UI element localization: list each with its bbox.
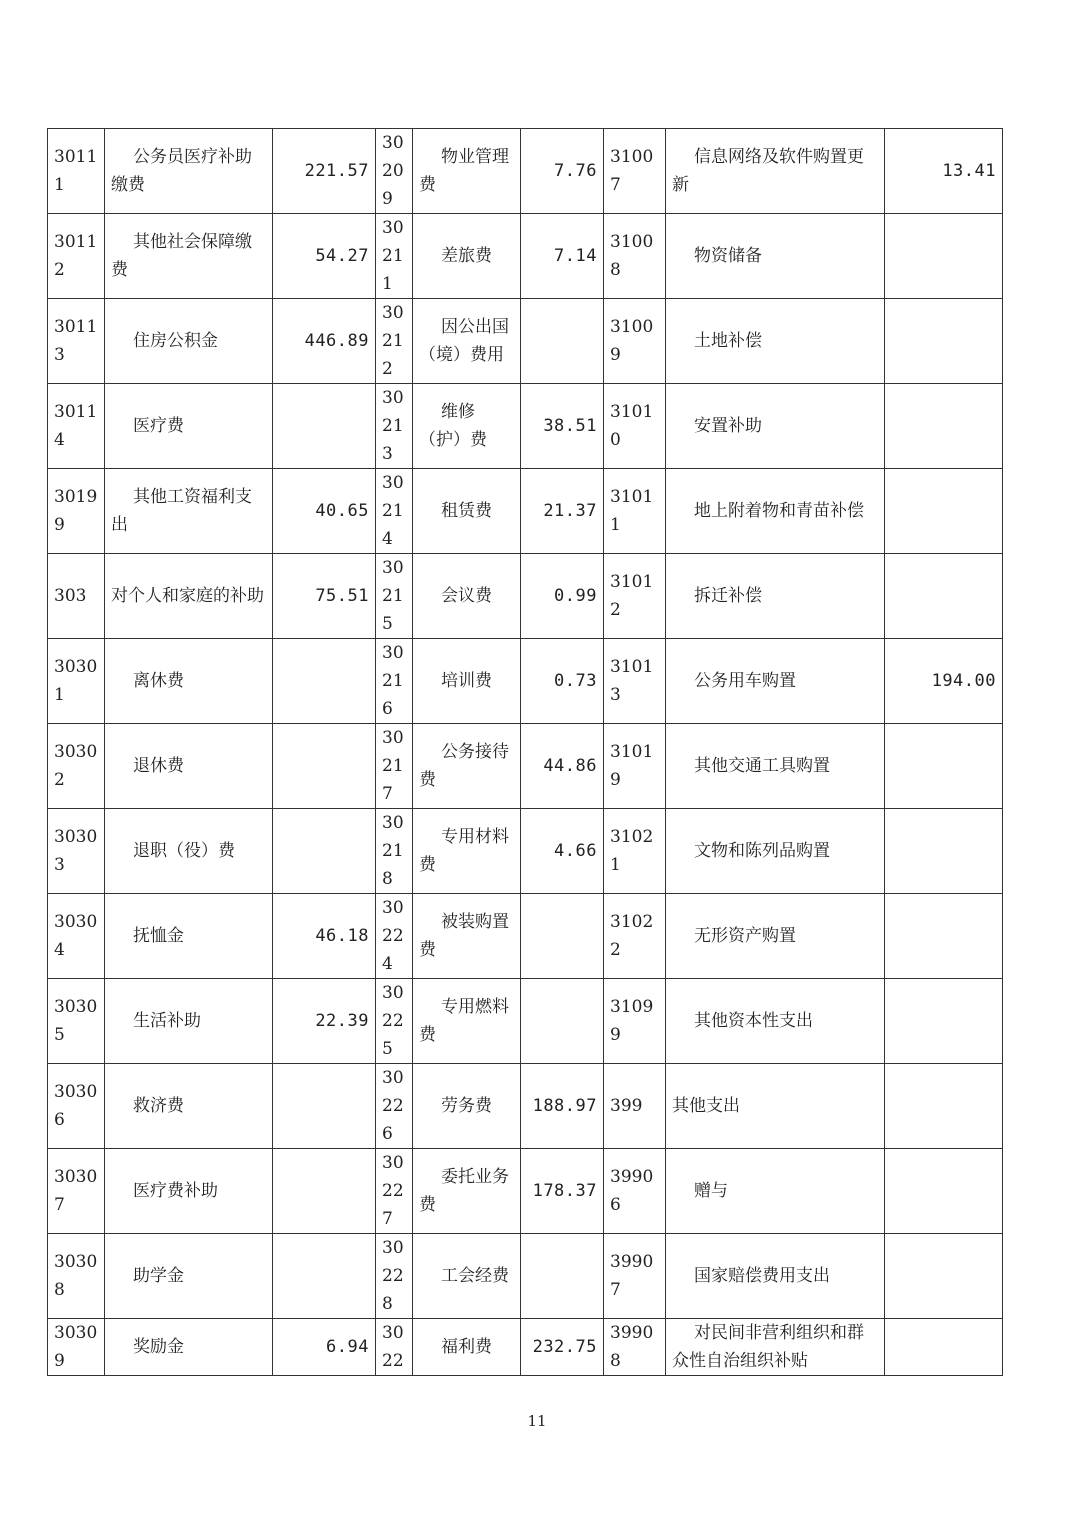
item-name-text: 因公出国（境）费用: [419, 317, 509, 365]
amount-cell: 22.39: [273, 979, 376, 1064]
item-name-text: 公务员医疗补助缴费: [111, 147, 252, 195]
amount-cell: [521, 1234, 604, 1319]
table-row: [48, 469, 1003, 554]
item-name-text: 其他社会保障缴费: [111, 232, 252, 280]
item-name-cell: [666, 724, 885, 809]
amount-cell: 54.27: [273, 214, 376, 299]
item-name-text: 土地补偿: [694, 331, 762, 351]
table-row: [48, 979, 1003, 1064]
amount-cell: [885, 1234, 1003, 1319]
item-name-text: 住房公积金: [133, 331, 218, 351]
item-name-cell: [666, 1319, 885, 1376]
item-name-cell: [666, 1149, 885, 1234]
amount-cell: 6.94: [273, 1319, 376, 1376]
economic-code-cell: 30 22 7: [376, 1149, 413, 1234]
economic-code-cell: 30 21 1: [376, 214, 413, 299]
amount-cell: 40.65: [273, 469, 376, 554]
economic-code-cell: 3101 0: [604, 384, 666, 469]
amount-cell: [885, 469, 1003, 554]
amount-cell: 7.14: [521, 214, 604, 299]
item-name-cell: [105, 214, 273, 299]
table-row: [48, 724, 1003, 809]
amount-cell: 7.76: [521, 129, 604, 214]
item-name-cell: [105, 724, 273, 809]
item-name-cell: [666, 384, 885, 469]
item-name-text: 其他交通工具购置: [694, 756, 830, 776]
economic-code-cell: 3011 3: [48, 299, 105, 384]
amount-cell: 44.86: [521, 724, 604, 809]
amount-cell: [885, 809, 1003, 894]
item-name-text: 专用燃料费: [419, 997, 509, 1045]
amount-cell: 13.41: [885, 129, 1003, 214]
economic-code-cell: 3019 9: [48, 469, 105, 554]
economic-code-cell: 30 20 9: [376, 129, 413, 214]
economic-code-cell: 3990 8: [604, 1319, 666, 1376]
table-row: [48, 1149, 1003, 1234]
economic-code-cell: 3100 9: [604, 299, 666, 384]
item-name-cell: [105, 1064, 273, 1149]
item-name-text: 离休费: [133, 671, 184, 691]
item-name-text: 劳务费: [441, 1096, 492, 1116]
amount-cell: [273, 809, 376, 894]
amount-cell: [273, 639, 376, 724]
item-name-cell: [105, 469, 273, 554]
economic-code-cell: 399: [604, 1064, 666, 1149]
item-name-text: 其他支出: [672, 1096, 740, 1116]
item-name-cell: [413, 384, 521, 469]
item-name-text: 拆迁补偿: [694, 586, 762, 606]
item-name-cell: [105, 554, 273, 639]
item-name-text: 公务接待费: [419, 742, 509, 790]
table-row: [48, 554, 1003, 639]
table-row: [48, 129, 1003, 214]
economic-code-cell: 30 21 4: [376, 469, 413, 554]
table-row: [48, 894, 1003, 979]
economic-code-cell: 30 22 4: [376, 894, 413, 979]
economic-code-cell: 3101 9: [604, 724, 666, 809]
item-name-text: 地上附着物和青苗补偿: [694, 501, 864, 521]
item-name-cell: [413, 1149, 521, 1234]
amount-cell: [885, 1319, 1003, 1376]
economic-code-cell: 30 22 8: [376, 1234, 413, 1319]
economic-code-cell: 30 22 5: [376, 979, 413, 1064]
item-name-text: 生活补助: [133, 1011, 201, 1031]
economic-code-cell: 3102 2: [604, 894, 666, 979]
item-name-cell: [105, 639, 273, 724]
amount-cell: 4.66: [521, 809, 604, 894]
economic-code-cell: 3030 6: [48, 1064, 105, 1149]
economic-code-cell: 30 22: [376, 1319, 413, 1376]
item-name-cell: [666, 979, 885, 1064]
expenditure-table: [47, 128, 1003, 1376]
item-name-cell: [413, 724, 521, 809]
item-name-text: 公务用车购置: [694, 671, 796, 691]
item-name-text: 国家赔偿费用支出: [694, 1266, 830, 1286]
item-name-cell: [105, 1149, 273, 1234]
economic-code-cell: 30 21 7: [376, 724, 413, 809]
item-name-text: 抚恤金: [133, 926, 184, 946]
item-name-cell: [413, 1234, 521, 1319]
amount-cell: [885, 554, 1003, 639]
economic-code-cell: 30 21 8: [376, 809, 413, 894]
economic-code-cell: 3101 2: [604, 554, 666, 639]
amount-cell: [521, 894, 604, 979]
item-name-cell: [105, 809, 273, 894]
item-name-cell: [413, 299, 521, 384]
economic-code-cell: 3990 6: [604, 1149, 666, 1234]
amount-cell: 221.57: [273, 129, 376, 214]
economic-code-cell: 303: [48, 554, 105, 639]
item-name-cell: [105, 894, 273, 979]
economic-code-cell: 3030 7: [48, 1149, 105, 1234]
economic-code-cell: 3030 4: [48, 894, 105, 979]
amount-cell: [273, 724, 376, 809]
item-name-text: 助学金: [133, 1266, 184, 1286]
amount-cell: [885, 299, 1003, 384]
economic-code-cell: 30 21 5: [376, 554, 413, 639]
table-row: [48, 1064, 1003, 1149]
item-name-cell: [413, 1064, 521, 1149]
table-row: [48, 384, 1003, 469]
item-name-cell: [413, 1319, 521, 1376]
item-name-text: 无形资产购置: [694, 926, 796, 946]
item-name-text: 医疗费补助: [133, 1181, 218, 1201]
amount-cell: 178.37: [521, 1149, 604, 1234]
amount-cell: [273, 384, 376, 469]
item-name-cell: [413, 894, 521, 979]
economic-code-cell: 3011 1: [48, 129, 105, 214]
item-name-cell: [413, 809, 521, 894]
economic-code-cell: 3011 4: [48, 384, 105, 469]
amount-cell: [885, 979, 1003, 1064]
item-name-text: 专用材料费: [419, 827, 509, 875]
item-name-cell: [413, 469, 521, 554]
economic-code-cell: 3101 1: [604, 469, 666, 554]
item-name-cell: [666, 554, 885, 639]
item-name-cell: [666, 299, 885, 384]
economic-code-cell: 3101 3: [604, 639, 666, 724]
amount-cell: 38.51: [521, 384, 604, 469]
amount-cell: [521, 979, 604, 1064]
item-name-text: 被装购置费: [419, 912, 509, 960]
item-name-text: 对民间非营利组织和群众性自治组织补贴: [672, 1323, 864, 1371]
item-name-text: 维修（护）费: [419, 402, 487, 450]
item-name-text: 其他工资福利支出: [111, 487, 252, 535]
item-name-text: 物资储备: [694, 246, 762, 266]
amount-cell: [521, 299, 604, 384]
item-name-cell: [666, 214, 885, 299]
amount-cell: [273, 1149, 376, 1234]
item-name-cell: [413, 979, 521, 1064]
item-name-text: 救济费: [133, 1096, 184, 1116]
item-name-text: 文物和陈列品购置: [694, 841, 830, 861]
amount-cell: [885, 724, 1003, 809]
table-row: [48, 809, 1003, 894]
item-name-text: 差旅费: [441, 246, 492, 266]
item-name-text: 工会经费: [441, 1266, 509, 1286]
item-name-cell: [105, 129, 273, 214]
item-name-text: 租赁费: [441, 501, 492, 521]
item-name-text: 对个人和家庭的补助: [111, 586, 264, 606]
amount-cell: [885, 1064, 1003, 1149]
table-row: [48, 214, 1003, 299]
table-row: [48, 299, 1003, 384]
page-number: 11: [527, 1412, 547, 1430]
item-name-cell: [105, 299, 273, 384]
item-name-cell: [666, 129, 885, 214]
economic-code-cell: 30 21 3: [376, 384, 413, 469]
item-name-text: 退休费: [133, 756, 184, 776]
item-name-cell: [105, 1319, 273, 1376]
item-name-text: 培训费: [441, 671, 492, 691]
economic-code-cell: 30 22 6: [376, 1064, 413, 1149]
item-name-text: 委托业务费: [419, 1167, 509, 1215]
amount-cell: [885, 894, 1003, 979]
amount-cell: [885, 214, 1003, 299]
amount-cell: 46.18: [273, 894, 376, 979]
item-name-text: 退职（役）费: [133, 841, 235, 861]
item-name-text: 福利费: [441, 1337, 492, 1357]
item-name-text: 赠与: [694, 1181, 728, 1201]
item-name-cell: [666, 894, 885, 979]
item-name-cell: [666, 639, 885, 724]
item-name-cell: [413, 639, 521, 724]
economic-code-cell: 3030 1: [48, 639, 105, 724]
table-row: [48, 1319, 1003, 1376]
amount-cell: 75.51: [273, 554, 376, 639]
economic-code-cell: 30 21 6: [376, 639, 413, 724]
amount-cell: 188.97: [521, 1064, 604, 1149]
amount-cell: 446.89: [273, 299, 376, 384]
amount-cell: 232.75: [521, 1319, 604, 1376]
economic-code-cell: 3100 7: [604, 129, 666, 214]
item-name-text: 物业管理费: [419, 147, 509, 195]
item-name-cell: [413, 214, 521, 299]
item-name-cell: [413, 129, 521, 214]
economic-code-cell: 3030 8: [48, 1234, 105, 1319]
table-row: [48, 1234, 1003, 1319]
item-name-cell: [105, 384, 273, 469]
economic-code-cell: 3990 7: [604, 1234, 666, 1319]
amount-cell: 0.73: [521, 639, 604, 724]
economic-code-cell: 3102 1: [604, 809, 666, 894]
item-name-cell: [666, 809, 885, 894]
amount-cell: [273, 1234, 376, 1319]
economic-code-cell: 3011 2: [48, 214, 105, 299]
item-name-text: 其他资本性支出: [694, 1011, 813, 1031]
item-name-cell: [413, 554, 521, 639]
economic-code-cell: 3030 5: [48, 979, 105, 1064]
item-name-text: 奖励金: [133, 1337, 184, 1357]
item-name-cell: [105, 979, 273, 1064]
item-name-cell: [666, 1064, 885, 1149]
item-name-cell: [105, 1234, 273, 1319]
item-name-text: 会议费: [441, 586, 492, 606]
table-row: [48, 639, 1003, 724]
economic-code-cell: 3030 2: [48, 724, 105, 809]
economic-code-cell: 30 21 2: [376, 299, 413, 384]
item-name-cell: [666, 1234, 885, 1319]
economic-code-cell: 3100 8: [604, 214, 666, 299]
economic-code-cell: 3030 3: [48, 809, 105, 894]
amount-cell: [273, 1064, 376, 1149]
amount-cell: [885, 384, 1003, 469]
item-name-text: 信息网络及软件购置更新: [672, 147, 864, 195]
item-name-text: 医疗费: [133, 416, 184, 436]
amount-cell: 194.00: [885, 639, 1003, 724]
amount-cell: 0.99: [521, 554, 604, 639]
economic-code-cell: 3109 9: [604, 979, 666, 1064]
amount-cell: [885, 1149, 1003, 1234]
amount-cell: 21.37: [521, 469, 604, 554]
item-name-text: 安置补助: [694, 416, 762, 436]
item-name-cell: [666, 469, 885, 554]
economic-code-cell: 3030 9: [48, 1319, 105, 1376]
